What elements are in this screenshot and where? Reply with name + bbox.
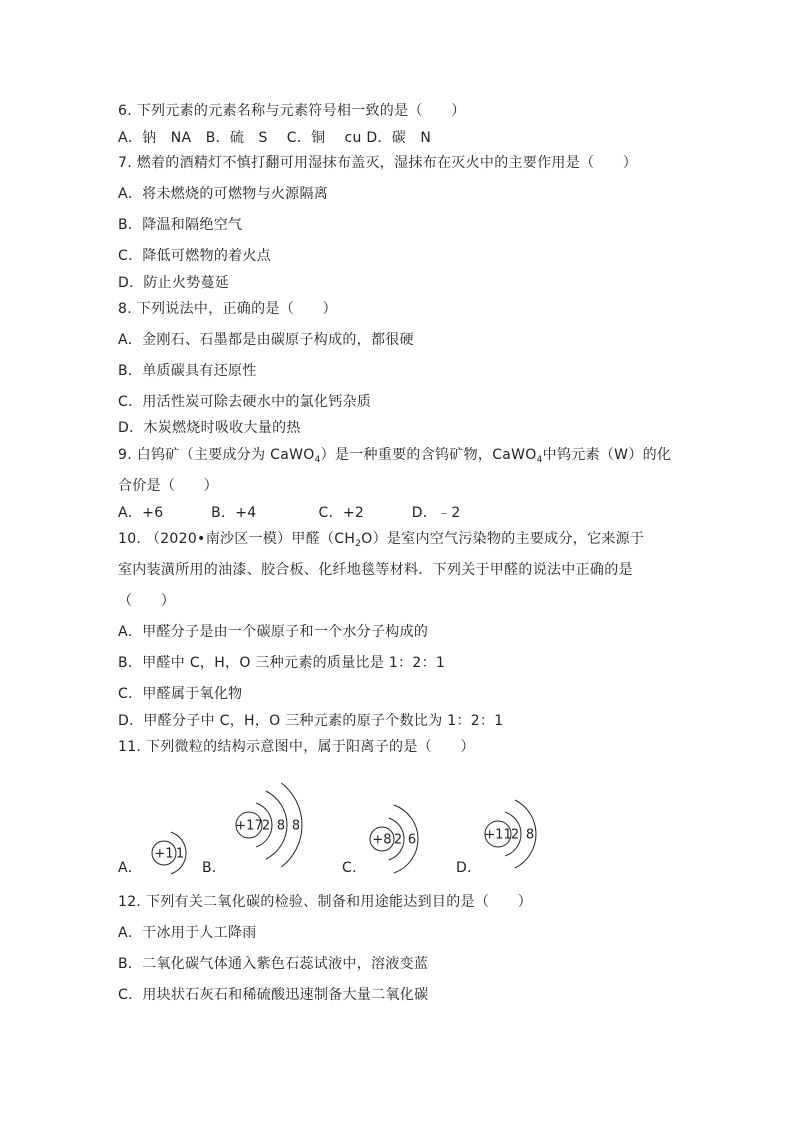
q6-options: A．钠 NA B．硫 S C．铜 cu D．碳 N: [118, 130, 432, 146]
q10-option-c: C．甲醛属于氧化物: [118, 686, 243, 702]
q8-option-d: D．木炭燃烧时吸收大量的热: [118, 420, 301, 436]
q9-stem-part1: 9. 白钨矿（主要成分为 CaWO: [118, 447, 315, 463]
electron-count: 8: [525, 827, 535, 843]
q11-label-a: A．: [118, 860, 143, 876]
q9-options: A．+6 B．+4 C．+2 D．﹣2: [118, 505, 461, 521]
q10-stem-part1: 10. （2020•南沙区一模）甲醛（CH: [118, 531, 356, 547]
q11-label-d: D．: [456, 860, 482, 876]
electron-count: 2: [261, 818, 271, 834]
q11-label-c: C．: [342, 860, 367, 876]
q10-stem-line2: 室内装潢所用的油漆、胶合板、化纤地毯等材料．下列关于甲醛的说法中正确的是: [118, 562, 633, 578]
q6-stem: 6. 下列元素的元素名称与元素符号相一致的是（ ）: [118, 103, 466, 119]
q7-option-a: A．将未燃烧的可燃物与火源隔离: [118, 186, 329, 202]
nucleus-charge: +17: [235, 818, 263, 834]
q9-stem-part2: ）是一种重要的含钨矿物，CaWO: [320, 447, 537, 463]
electron-count: 1: [175, 846, 185, 862]
q8-option-b: B．单质碳具有还原性: [118, 363, 257, 379]
q12-stem: 12. 下列有关二氧化碳的检验、制备和用途能达到目的是（ ）: [118, 894, 533, 910]
q8-stem: 8. 下列说法中，正确的是（ ）: [118, 301, 337, 317]
electron-count: 2: [510, 827, 520, 843]
q9-subscript-2: 4: [536, 455, 543, 465]
q10-option-d: D．甲醛分子中 C，H，O 三种元素的原子个数比为 1：2：1: [118, 713, 504, 729]
q12-option-a: A．干冰用于人工降雨: [118, 925, 257, 941]
nucleus-charge: +1: [154, 846, 174, 862]
q8-option-c: C．用活性炭可除去硬水中的氯化钙杂质: [118, 394, 372, 410]
q10-stem-line3: （ ）: [118, 593, 176, 609]
q7-option-c: C．降低可燃物的着火点: [118, 248, 272, 264]
q9-stem-line2: 合价是（ ）: [118, 478, 219, 494]
q10-stem-part2: O）是室内空气污染物的主要成分，它来源于: [361, 531, 645, 547]
q7-stem: 7. 燃着的酒精灯不慎打翻可用湿抹布盖灭，湿抹布在灭火中的主要作用是（ ）: [118, 155, 638, 171]
nucleus-charge: +11: [484, 827, 512, 843]
electron-count: 8: [276, 818, 286, 834]
q11-label-b: B．: [202, 860, 227, 876]
q10-option-a: A．甲醛分子是由一个碳原子和一个水分子构成的: [118, 624, 429, 640]
q10-option-b: B．甲醛中 C，H，O 三种元素的质量比是 1：2：1: [118, 655, 446, 671]
electron-count: 6: [407, 832, 417, 848]
electron-count: 8: [291, 818, 301, 834]
q9-subscript-1: 4: [314, 455, 321, 465]
q7-option-b: B．降温和隔绝空气: [118, 217, 243, 233]
nucleus-charge: +8: [372, 832, 392, 848]
q8-option-a: A．金刚石、石墨都是由碳原子构成的，都很硬: [118, 332, 414, 348]
q11-stem: 11. 下列微粒的结构示意图中，属于阳离子的是（ ）: [118, 739, 475, 755]
q12-option-c: C．用块状石灰石和稀硫酸迅速制备大量二氧化碳: [118, 987, 429, 1003]
q12-option-b: B．二氧化碳气体通入紫色石蕊试液中，溶液变蓝: [118, 956, 429, 972]
electron-count: 2: [393, 832, 403, 848]
q9-stem-part3: 中钨元素（W）的化: [542, 447, 672, 463]
q10-subscript: 2: [355, 539, 362, 549]
q7-option-d: D．防止火势蔓延: [118, 275, 230, 291]
